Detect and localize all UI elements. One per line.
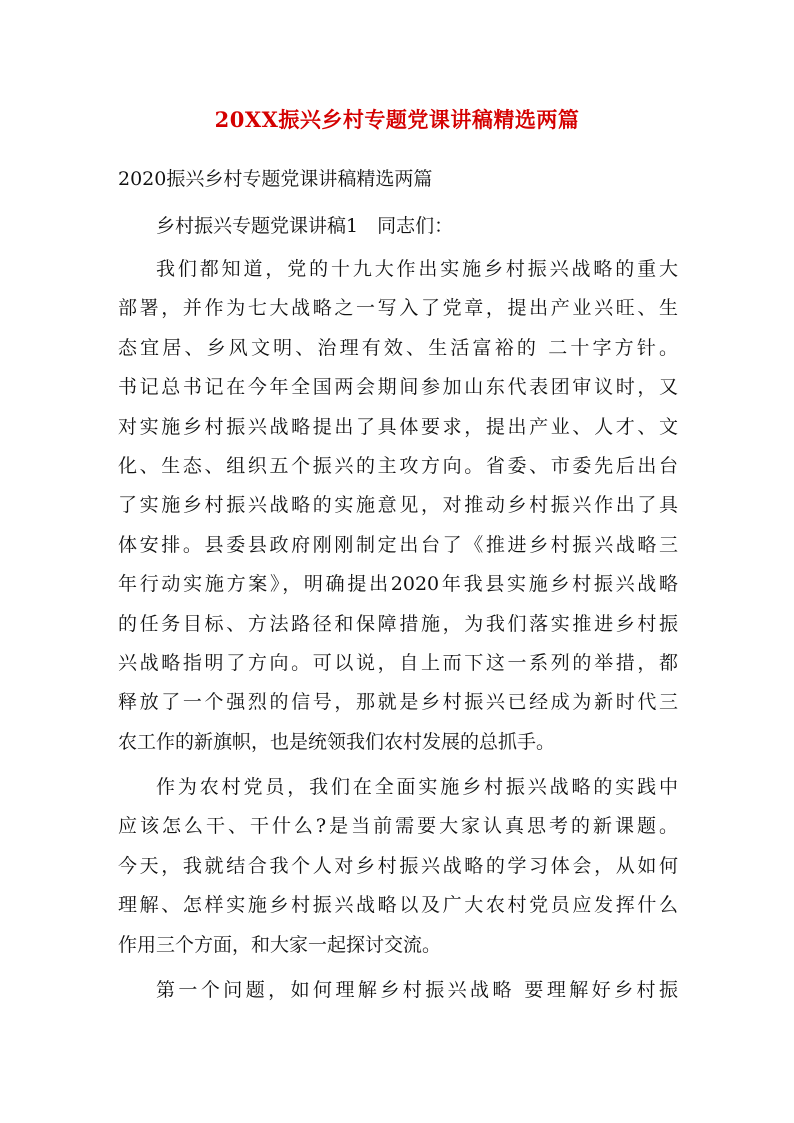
paragraph-line: 兴战略指明了方向。可以说，自上而下这一系列的举措，都 [118, 651, 678, 674]
paragraph-line: 的任务目标、方法路径和保障措施，为我们落实推进乡村振 [118, 612, 678, 635]
document-subtitle: 2020振兴乡村专题党课讲稿精选两篇 [118, 168, 433, 190]
paragraph-line: 年行动实施方案》，明确提出2020年我县实施乡村振兴战略 [118, 573, 678, 596]
paragraph-line: 理解、怎样实施乡村振兴战略以及广大农村党员应发挥什么 [118, 894, 678, 917]
paragraph-line: 体安排。县委县政府刚刚制定出台了《推进乡村振兴战略三 [118, 533, 678, 556]
paragraph-line: 我们都知道，党的十九大作出实施乡村振兴战略的重大 [156, 258, 678, 280]
paragraph-3 [118, 971, 678, 1010]
paragraph-line: 化、生态、组织五个振兴的主攻方向。省委、市委先后出台 [118, 454, 678, 477]
paragraph-line: 部署，并作为七大战略之一写入了党章，提出产业兴旺、生 [118, 297, 678, 320]
paragraph-line: 农工作的新旗帜，也是统领我们农村发展的总抓手。 [118, 730, 556, 753]
paragraph-line: 释放了一个强烈的信号，那就是乡村振兴已经成为新时代三 [118, 691, 678, 714]
paragraph-line: 第一个问题，如何理解乡村振兴战略 要理解好乡村振 [156, 979, 678, 1002]
paragraph-line: 了实施乡村振兴战略的实施意见，对推动乡村振兴作出了具 [118, 494, 678, 517]
paragraph-line: 书记总书记在今年全国两会期间参加山东代表团审议时，又 [118, 376, 678, 399]
document-body [118, 157, 678, 1010]
paragraph-line: 今天，我就结合我个人对乡村振兴战略的学习体会，从如何 [118, 854, 678, 877]
paragraph-line: 作为农村党员，我们在全面实施乡村振兴战略的实践中 [156, 776, 678, 799]
paragraph-line: 作用三个方面，和大家一起探讨交流。 [118, 933, 442, 956]
paragraph-line: 对实施乡村振兴战略提出了具体要求，提出产业、人才、文 [118, 415, 678, 438]
paragraph-1 [118, 250, 678, 762]
document-title: 20XX振兴乡村专题党课讲稿精选两篇 [214, 107, 580, 132]
paragraph-line: 应该怎么干、干什么?是当前需要大家认真思考的新课题。 [118, 815, 678, 838]
paragraph-2 [118, 768, 678, 965]
greeting-line: 乡村振兴专题党课讲稿1 同志们： [156, 215, 454, 237]
paragraph-line: 态宜居、乡风文明、治理有效、生活富裕的 二十字方针。 [118, 336, 678, 359]
